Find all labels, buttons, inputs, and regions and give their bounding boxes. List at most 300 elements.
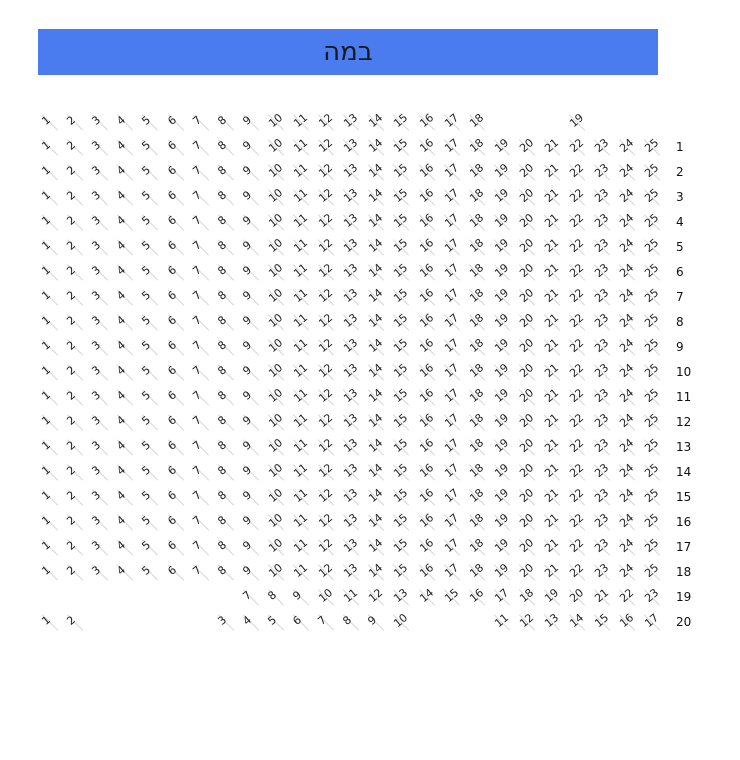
seat[interactable] (239, 437, 263, 459)
seat[interactable] (339, 512, 363, 534)
seat[interactable] (138, 387, 162, 409)
seat[interactable] (490, 462, 514, 484)
seat[interactable] (339, 162, 363, 184)
seat[interactable] (264, 487, 288, 509)
seat[interactable] (88, 262, 112, 284)
seat[interactable] (615, 612, 639, 634)
seat[interactable] (239, 287, 263, 309)
seat[interactable] (389, 237, 413, 259)
seat[interactable] (540, 462, 564, 484)
seat[interactable] (164, 262, 188, 284)
seat[interactable] (465, 212, 489, 234)
seat[interactable] (590, 512, 614, 534)
seat[interactable] (339, 487, 363, 509)
seat[interactable] (113, 262, 137, 284)
seat[interactable] (138, 112, 162, 134)
seat[interactable] (264, 337, 288, 359)
seat[interactable] (440, 212, 464, 234)
seat[interactable] (264, 362, 288, 384)
seat[interactable] (640, 287, 664, 309)
seat[interactable] (615, 362, 639, 384)
seat[interactable] (214, 137, 238, 159)
seat[interactable] (515, 287, 539, 309)
seat[interactable] (490, 362, 514, 384)
seat[interactable] (590, 537, 614, 559)
seat[interactable] (540, 562, 564, 584)
seat[interactable] (38, 187, 62, 209)
seat[interactable] (138, 212, 162, 234)
seat[interactable] (239, 212, 263, 234)
seat[interactable] (440, 537, 464, 559)
seat[interactable] (640, 212, 664, 234)
seat[interactable] (389, 462, 413, 484)
seat[interactable] (389, 362, 413, 384)
seat[interactable] (63, 237, 87, 259)
seat[interactable] (314, 562, 338, 584)
seat[interactable] (38, 337, 62, 359)
seat[interactable] (515, 162, 539, 184)
seat[interactable] (63, 137, 87, 159)
seat[interactable] (615, 587, 639, 609)
seat[interactable] (264, 312, 288, 334)
seat[interactable] (113, 462, 137, 484)
seat[interactable] (415, 287, 439, 309)
seat[interactable] (264, 387, 288, 409)
seat[interactable] (515, 512, 539, 534)
seat[interactable] (540, 512, 564, 534)
seat[interactable] (640, 137, 664, 159)
seat[interactable] (615, 487, 639, 509)
seat[interactable] (640, 562, 664, 584)
seat[interactable] (138, 462, 162, 484)
seat[interactable] (189, 162, 213, 184)
seat[interactable] (364, 312, 388, 334)
seat[interactable] (164, 137, 188, 159)
seat[interactable] (63, 262, 87, 284)
seat[interactable] (164, 162, 188, 184)
seat[interactable] (38, 612, 62, 634)
seat[interactable] (214, 387, 238, 409)
seat[interactable] (38, 362, 62, 384)
seat[interactable] (38, 212, 62, 234)
seat[interactable] (189, 287, 213, 309)
seat[interactable] (515, 612, 539, 634)
seat[interactable] (565, 462, 589, 484)
seat[interactable] (63, 437, 87, 459)
seat[interactable] (490, 337, 514, 359)
seat[interactable] (339, 187, 363, 209)
seat[interactable] (264, 212, 288, 234)
seat[interactable] (540, 287, 564, 309)
seat[interactable] (289, 437, 313, 459)
seat[interactable] (415, 487, 439, 509)
seat[interactable] (415, 262, 439, 284)
seat[interactable] (364, 112, 388, 134)
seat[interactable] (364, 612, 388, 634)
seat[interactable] (490, 412, 514, 434)
seat[interactable] (565, 587, 589, 609)
seat[interactable] (590, 487, 614, 509)
seat[interactable] (339, 262, 363, 284)
seat[interactable] (339, 287, 363, 309)
seat[interactable] (389, 162, 413, 184)
seat[interactable] (540, 487, 564, 509)
seat[interactable] (314, 412, 338, 434)
seat[interactable] (364, 537, 388, 559)
seat[interactable] (214, 462, 238, 484)
seat[interactable] (640, 587, 664, 609)
seat[interactable] (339, 412, 363, 434)
seat[interactable] (440, 387, 464, 409)
seat[interactable] (63, 212, 87, 234)
seat[interactable] (540, 612, 564, 634)
seat[interactable] (164, 287, 188, 309)
seat[interactable] (590, 612, 614, 634)
seat[interactable] (540, 187, 564, 209)
seat[interactable] (540, 212, 564, 234)
seat[interactable] (289, 562, 313, 584)
seat[interactable] (189, 337, 213, 359)
seat[interactable] (214, 312, 238, 334)
seat[interactable] (490, 587, 514, 609)
seat[interactable] (490, 162, 514, 184)
seat[interactable] (88, 337, 112, 359)
seat[interactable] (540, 237, 564, 259)
seat[interactable] (214, 512, 238, 534)
seat[interactable] (615, 462, 639, 484)
seat[interactable] (339, 312, 363, 334)
seat[interactable] (389, 212, 413, 234)
seat[interactable] (364, 212, 388, 234)
seat[interactable] (88, 187, 112, 209)
seat[interactable] (364, 237, 388, 259)
seat[interactable] (214, 487, 238, 509)
seat[interactable] (289, 337, 313, 359)
seat[interactable] (289, 312, 313, 334)
seat[interactable] (465, 187, 489, 209)
seat[interactable] (565, 612, 589, 634)
seat[interactable] (415, 187, 439, 209)
seat[interactable] (565, 287, 589, 309)
seat[interactable] (314, 112, 338, 134)
seat[interactable] (615, 212, 639, 234)
seat[interactable] (640, 537, 664, 559)
seat[interactable] (88, 462, 112, 484)
seat[interactable] (289, 237, 313, 259)
seat[interactable] (615, 437, 639, 459)
seat[interactable] (38, 437, 62, 459)
seat[interactable] (364, 587, 388, 609)
seat[interactable] (490, 237, 514, 259)
seat[interactable] (264, 162, 288, 184)
seat[interactable] (615, 187, 639, 209)
seat[interactable] (339, 562, 363, 584)
seat[interactable] (88, 487, 112, 509)
seat[interactable] (590, 462, 614, 484)
seat[interactable] (314, 587, 338, 609)
seat[interactable] (440, 237, 464, 259)
seat[interactable] (189, 362, 213, 384)
seat[interactable] (63, 462, 87, 484)
seat[interactable] (113, 212, 137, 234)
seat[interactable] (415, 462, 439, 484)
seat[interactable] (490, 137, 514, 159)
seat[interactable] (415, 237, 439, 259)
seat[interactable] (389, 387, 413, 409)
seat[interactable] (540, 137, 564, 159)
seat[interactable] (590, 412, 614, 434)
seat[interactable] (164, 112, 188, 134)
seat[interactable] (440, 512, 464, 534)
seat[interactable] (138, 287, 162, 309)
seat[interactable] (264, 587, 288, 609)
seat[interactable] (88, 362, 112, 384)
seat[interactable] (113, 362, 137, 384)
seat[interactable] (289, 387, 313, 409)
seat[interactable] (440, 587, 464, 609)
seat[interactable] (364, 337, 388, 359)
seat[interactable] (289, 487, 313, 509)
seat[interactable] (289, 212, 313, 234)
seat[interactable] (38, 462, 62, 484)
seat[interactable] (214, 437, 238, 459)
seat[interactable] (590, 562, 614, 584)
seat[interactable] (515, 462, 539, 484)
seat[interactable] (113, 312, 137, 334)
seat[interactable] (189, 262, 213, 284)
seat[interactable] (239, 137, 263, 159)
seat[interactable] (389, 187, 413, 209)
seat[interactable] (314, 237, 338, 259)
seat[interactable] (239, 362, 263, 384)
seat[interactable] (565, 412, 589, 434)
seat[interactable] (264, 537, 288, 559)
seat[interactable] (364, 137, 388, 159)
seat[interactable] (465, 437, 489, 459)
seat[interactable] (389, 437, 413, 459)
seat[interactable] (415, 162, 439, 184)
seat[interactable] (590, 237, 614, 259)
seat[interactable] (440, 112, 464, 134)
seat[interactable] (615, 237, 639, 259)
seat[interactable] (515, 362, 539, 384)
seat[interactable] (465, 137, 489, 159)
seat[interactable] (415, 312, 439, 334)
seat[interactable] (264, 262, 288, 284)
seat[interactable] (189, 112, 213, 134)
seat[interactable] (440, 487, 464, 509)
seat[interactable] (490, 512, 514, 534)
seat[interactable] (415, 437, 439, 459)
seat[interactable] (339, 387, 363, 409)
seat[interactable] (389, 312, 413, 334)
seat[interactable] (164, 462, 188, 484)
seat[interactable] (415, 137, 439, 159)
seat[interactable] (113, 187, 137, 209)
seat[interactable] (590, 437, 614, 459)
seat[interactable] (565, 237, 589, 259)
seat[interactable] (389, 112, 413, 134)
seat[interactable] (364, 562, 388, 584)
seat[interactable] (239, 112, 263, 134)
seat[interactable] (415, 387, 439, 409)
seat[interactable] (214, 237, 238, 259)
seat[interactable] (364, 462, 388, 484)
seat[interactable] (138, 412, 162, 434)
seat[interactable] (590, 312, 614, 334)
seat[interactable] (289, 512, 313, 534)
seat[interactable] (339, 212, 363, 234)
seat[interactable] (214, 412, 238, 434)
seat[interactable] (189, 562, 213, 584)
seat[interactable] (364, 362, 388, 384)
seat[interactable] (264, 287, 288, 309)
seat[interactable] (63, 562, 87, 584)
seat[interactable] (214, 262, 238, 284)
seat[interactable] (339, 337, 363, 359)
seat[interactable] (440, 437, 464, 459)
seat[interactable] (615, 412, 639, 434)
seat[interactable] (239, 337, 263, 359)
seat[interactable] (515, 387, 539, 409)
seat[interactable] (113, 162, 137, 184)
seat[interactable] (465, 462, 489, 484)
seat[interactable] (138, 137, 162, 159)
seat[interactable] (640, 412, 664, 434)
seat[interactable] (440, 162, 464, 184)
seat[interactable] (640, 437, 664, 459)
seat[interactable] (590, 337, 614, 359)
seat[interactable] (314, 187, 338, 209)
seat[interactable] (615, 312, 639, 334)
seat[interactable] (565, 112, 589, 134)
seat[interactable] (615, 162, 639, 184)
seat[interactable] (389, 287, 413, 309)
seat[interactable] (364, 162, 388, 184)
seat[interactable] (540, 437, 564, 459)
seat[interactable] (138, 487, 162, 509)
seat[interactable] (164, 412, 188, 434)
seat[interactable] (565, 262, 589, 284)
seat[interactable] (38, 537, 62, 559)
seat[interactable] (239, 312, 263, 334)
seat[interactable] (314, 262, 338, 284)
seat[interactable] (164, 537, 188, 559)
seat[interactable] (214, 337, 238, 359)
seat[interactable] (289, 462, 313, 484)
seat[interactable] (565, 162, 589, 184)
seat[interactable] (164, 437, 188, 459)
seat[interactable] (389, 337, 413, 359)
seat[interactable] (164, 512, 188, 534)
seat[interactable] (88, 287, 112, 309)
seat[interactable] (164, 212, 188, 234)
seat[interactable] (515, 237, 539, 259)
seat[interactable] (465, 337, 489, 359)
seat[interactable] (63, 337, 87, 359)
seat[interactable] (515, 537, 539, 559)
seat[interactable] (164, 562, 188, 584)
seat[interactable] (189, 212, 213, 234)
seat[interactable] (565, 562, 589, 584)
seat[interactable] (615, 287, 639, 309)
seat[interactable] (540, 162, 564, 184)
seat[interactable] (88, 512, 112, 534)
seat[interactable] (38, 162, 62, 184)
seat[interactable] (389, 612, 413, 634)
seat[interactable] (515, 312, 539, 334)
seat[interactable] (239, 412, 263, 434)
seat[interactable] (364, 412, 388, 434)
seat[interactable] (490, 562, 514, 584)
seat[interactable] (138, 237, 162, 259)
seat[interactable] (113, 412, 137, 434)
seat[interactable] (339, 437, 363, 459)
seat[interactable] (113, 287, 137, 309)
seat[interactable] (490, 487, 514, 509)
seat[interactable] (314, 512, 338, 534)
seat[interactable] (364, 512, 388, 534)
seat[interactable] (465, 537, 489, 559)
seat[interactable] (289, 612, 313, 634)
seat[interactable] (88, 162, 112, 184)
seat[interactable] (239, 587, 263, 609)
seat[interactable] (214, 112, 238, 134)
seat[interactable] (465, 562, 489, 584)
seat[interactable] (440, 187, 464, 209)
seat[interactable] (38, 112, 62, 134)
seat[interactable] (540, 387, 564, 409)
seat[interactable] (88, 137, 112, 159)
seat[interactable] (465, 512, 489, 534)
seat[interactable] (214, 162, 238, 184)
seat[interactable] (540, 337, 564, 359)
seat[interactable] (415, 587, 439, 609)
seat[interactable] (565, 387, 589, 409)
seat[interactable] (314, 387, 338, 409)
seat[interactable] (138, 437, 162, 459)
seat[interactable] (264, 187, 288, 209)
seat[interactable] (615, 387, 639, 409)
seat[interactable] (239, 237, 263, 259)
seat[interactable] (63, 537, 87, 559)
seat[interactable] (38, 562, 62, 584)
seat[interactable] (164, 387, 188, 409)
seat[interactable] (239, 537, 263, 559)
seat[interactable] (640, 612, 664, 634)
seat[interactable] (214, 562, 238, 584)
seat[interactable] (490, 387, 514, 409)
seat[interactable] (239, 262, 263, 284)
seat[interactable] (164, 362, 188, 384)
seat[interactable] (389, 137, 413, 159)
seat[interactable] (640, 262, 664, 284)
seat[interactable] (339, 237, 363, 259)
seat[interactable] (465, 262, 489, 284)
seat[interactable] (138, 337, 162, 359)
seat[interactable] (113, 537, 137, 559)
seat[interactable] (565, 487, 589, 509)
seat[interactable] (239, 512, 263, 534)
seat[interactable] (289, 362, 313, 384)
seat[interactable] (339, 112, 363, 134)
seat[interactable] (565, 512, 589, 534)
seat[interactable] (189, 237, 213, 259)
seat[interactable] (465, 287, 489, 309)
seat[interactable] (264, 512, 288, 534)
seat[interactable] (239, 187, 263, 209)
seat[interactable] (113, 237, 137, 259)
